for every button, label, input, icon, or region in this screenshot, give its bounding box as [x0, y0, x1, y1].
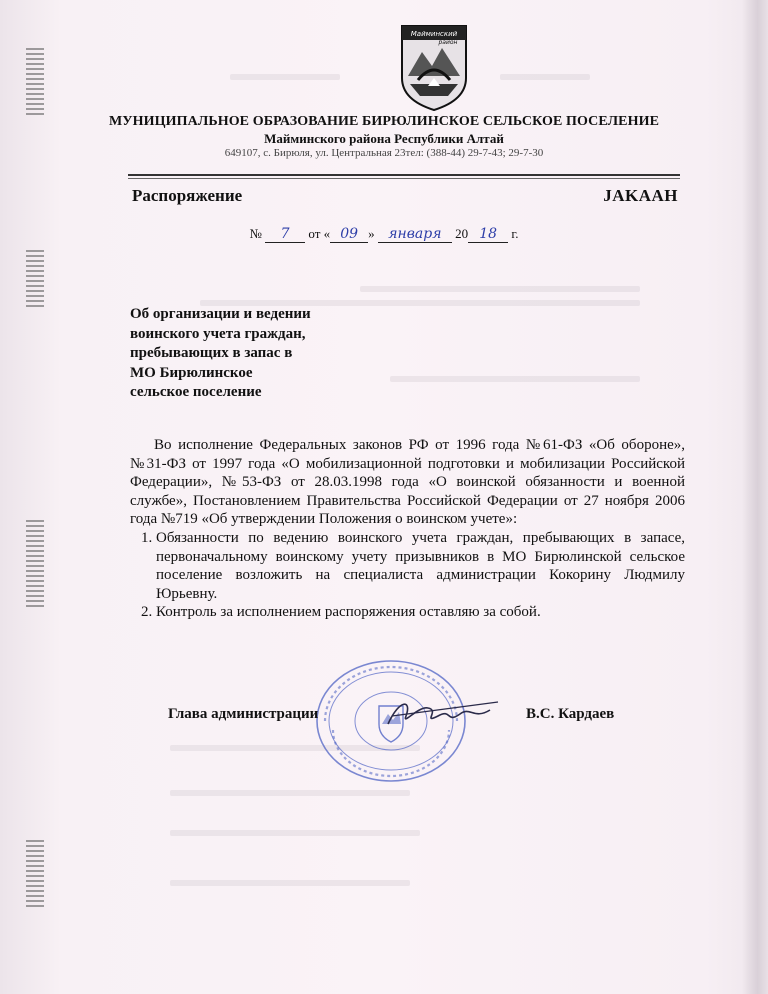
document-body: [130, 436, 685, 622]
document-type-ru: Распоряжение: [132, 186, 243, 205]
header-divider-thin: [128, 178, 680, 179]
order-item: 1. Обязанности по ведению воинского учета граждан, пребывающих в запасе, первоначальному воинскому учету призывников в МО Бирюлинской сельское поселение возложить на специалиста администрации Кокорину Людмилу Юрьевну.: [156, 529, 685, 603]
scan-edge-mark: [26, 48, 44, 118]
order-item: 2. Контроль за исполнением распоряжения оставляю за собой.: [156, 603, 685, 622]
number-prefix: №: [249, 226, 262, 241]
document-number-line: № 7 от « 09 » января 20 18 г.: [249, 226, 519, 242]
year-prefix: 20: [455, 226, 469, 241]
date-from-label: от «: [308, 226, 331, 241]
order-list: [130, 529, 685, 622]
title-line: сельское поселение: [130, 384, 262, 400]
body-intro: Во исполнение Федеральных законов РФ от 1996 года №61-ФЗ «Об обороне», №31-ФЗ от 1997 года «О мобилизационной подготовки и мобилизации Российской Федерации», №53-ФЗ от 28.03.1998 года «О воинской обязанности и военной службе», Постановлением Правительства Российской Федерации от 27 ноября 2006 года №719 «Об утверждении Положения о воинском учете»:: [130, 437, 685, 528]
bleed-through: [230, 74, 340, 80]
bleed-through: [170, 880, 410, 886]
organization-name: МУНИЦИПАЛЬНОЕ ОБРАЗОВАНИЕ БИРЮЛИНСКОЕ СЕЛЬСКОЕ ПОСЕЛЕНИЕ: [108, 114, 660, 129]
region-name: Майминского района Республики Алтай: [264, 131, 504, 146]
municipal-crest-icon: [388, 20, 480, 112]
organization-address: 649107, с. Бирюля, ул. Центральная 23тел: (388-44) 29-7-43; 29-7-30: [224, 147, 544, 159]
document-month: января: [388, 226, 442, 242]
title-line: МО Бирюлинское: [130, 364, 253, 381]
document-year: 18: [479, 226, 498, 242]
day-field: [330, 226, 368, 243]
title-line: воинского учета граждан,: [130, 325, 306, 342]
crest-label: Майминский: [410, 30, 458, 38]
bleed-through: [360, 286, 640, 292]
header-divider: [128, 174, 680, 176]
title-line: пребывающих в запас в: [130, 345, 293, 361]
title-line: Об организации и ведении: [130, 306, 311, 322]
handwritten-signature: [382, 694, 502, 734]
document-day: 09: [340, 226, 359, 242]
bleed-through: [170, 790, 410, 796]
scan-edge-mark: [26, 520, 44, 610]
signatory-position: Глава администрации: [168, 706, 319, 722]
signatory-name: В.С. Кардаев: [526, 706, 615, 722]
month-field: [378, 226, 452, 243]
scan-edge-mark: [26, 840, 44, 910]
year-field: [468, 226, 508, 243]
document-title: [130, 305, 370, 403]
document-number: 7: [280, 226, 290, 242]
number-field: [265, 226, 305, 243]
scan-edge-mark: [26, 250, 44, 310]
bleed-through: [390, 376, 640, 382]
bleed-through: [170, 830, 420, 836]
document-type-altai: JAKAAH: [603, 186, 678, 205]
svg-text:район: район: [438, 39, 458, 46]
bleed-through: [500, 74, 590, 80]
year-suffix: г.: [511, 226, 519, 241]
